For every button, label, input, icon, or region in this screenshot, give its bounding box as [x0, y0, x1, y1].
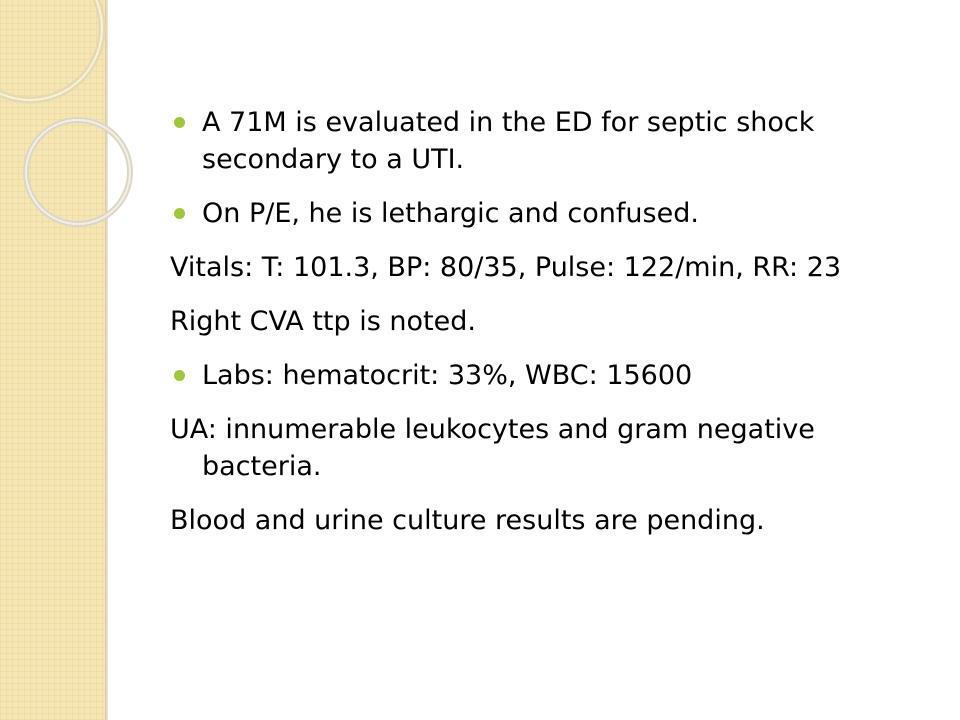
decorative-rings-icon	[0, 0, 130, 240]
text-line: Vitals: T: 101.3, BP: 80/35, Pulse: 122/min, RR: 23	[170, 252, 842, 283]
text-line: UA: innumerable leukocytes and gram negative bacteria.	[170, 414, 815, 482]
bullet-item: A 71M is evaluated in the ED for septic shock secondary to a UTI.	[170, 104, 940, 178]
slide-body	[170, 104, 940, 556]
bullet-item: Labs: hematocrit: 33%, WBC: 15600	[170, 357, 940, 394]
text-line: Right CVA ttp is noted.	[170, 306, 476, 337]
text-line: Blood and urine culture results are pending.	[170, 505, 765, 536]
bullet-item: On P/E, he is lethargic and confused.	[170, 195, 940, 232]
